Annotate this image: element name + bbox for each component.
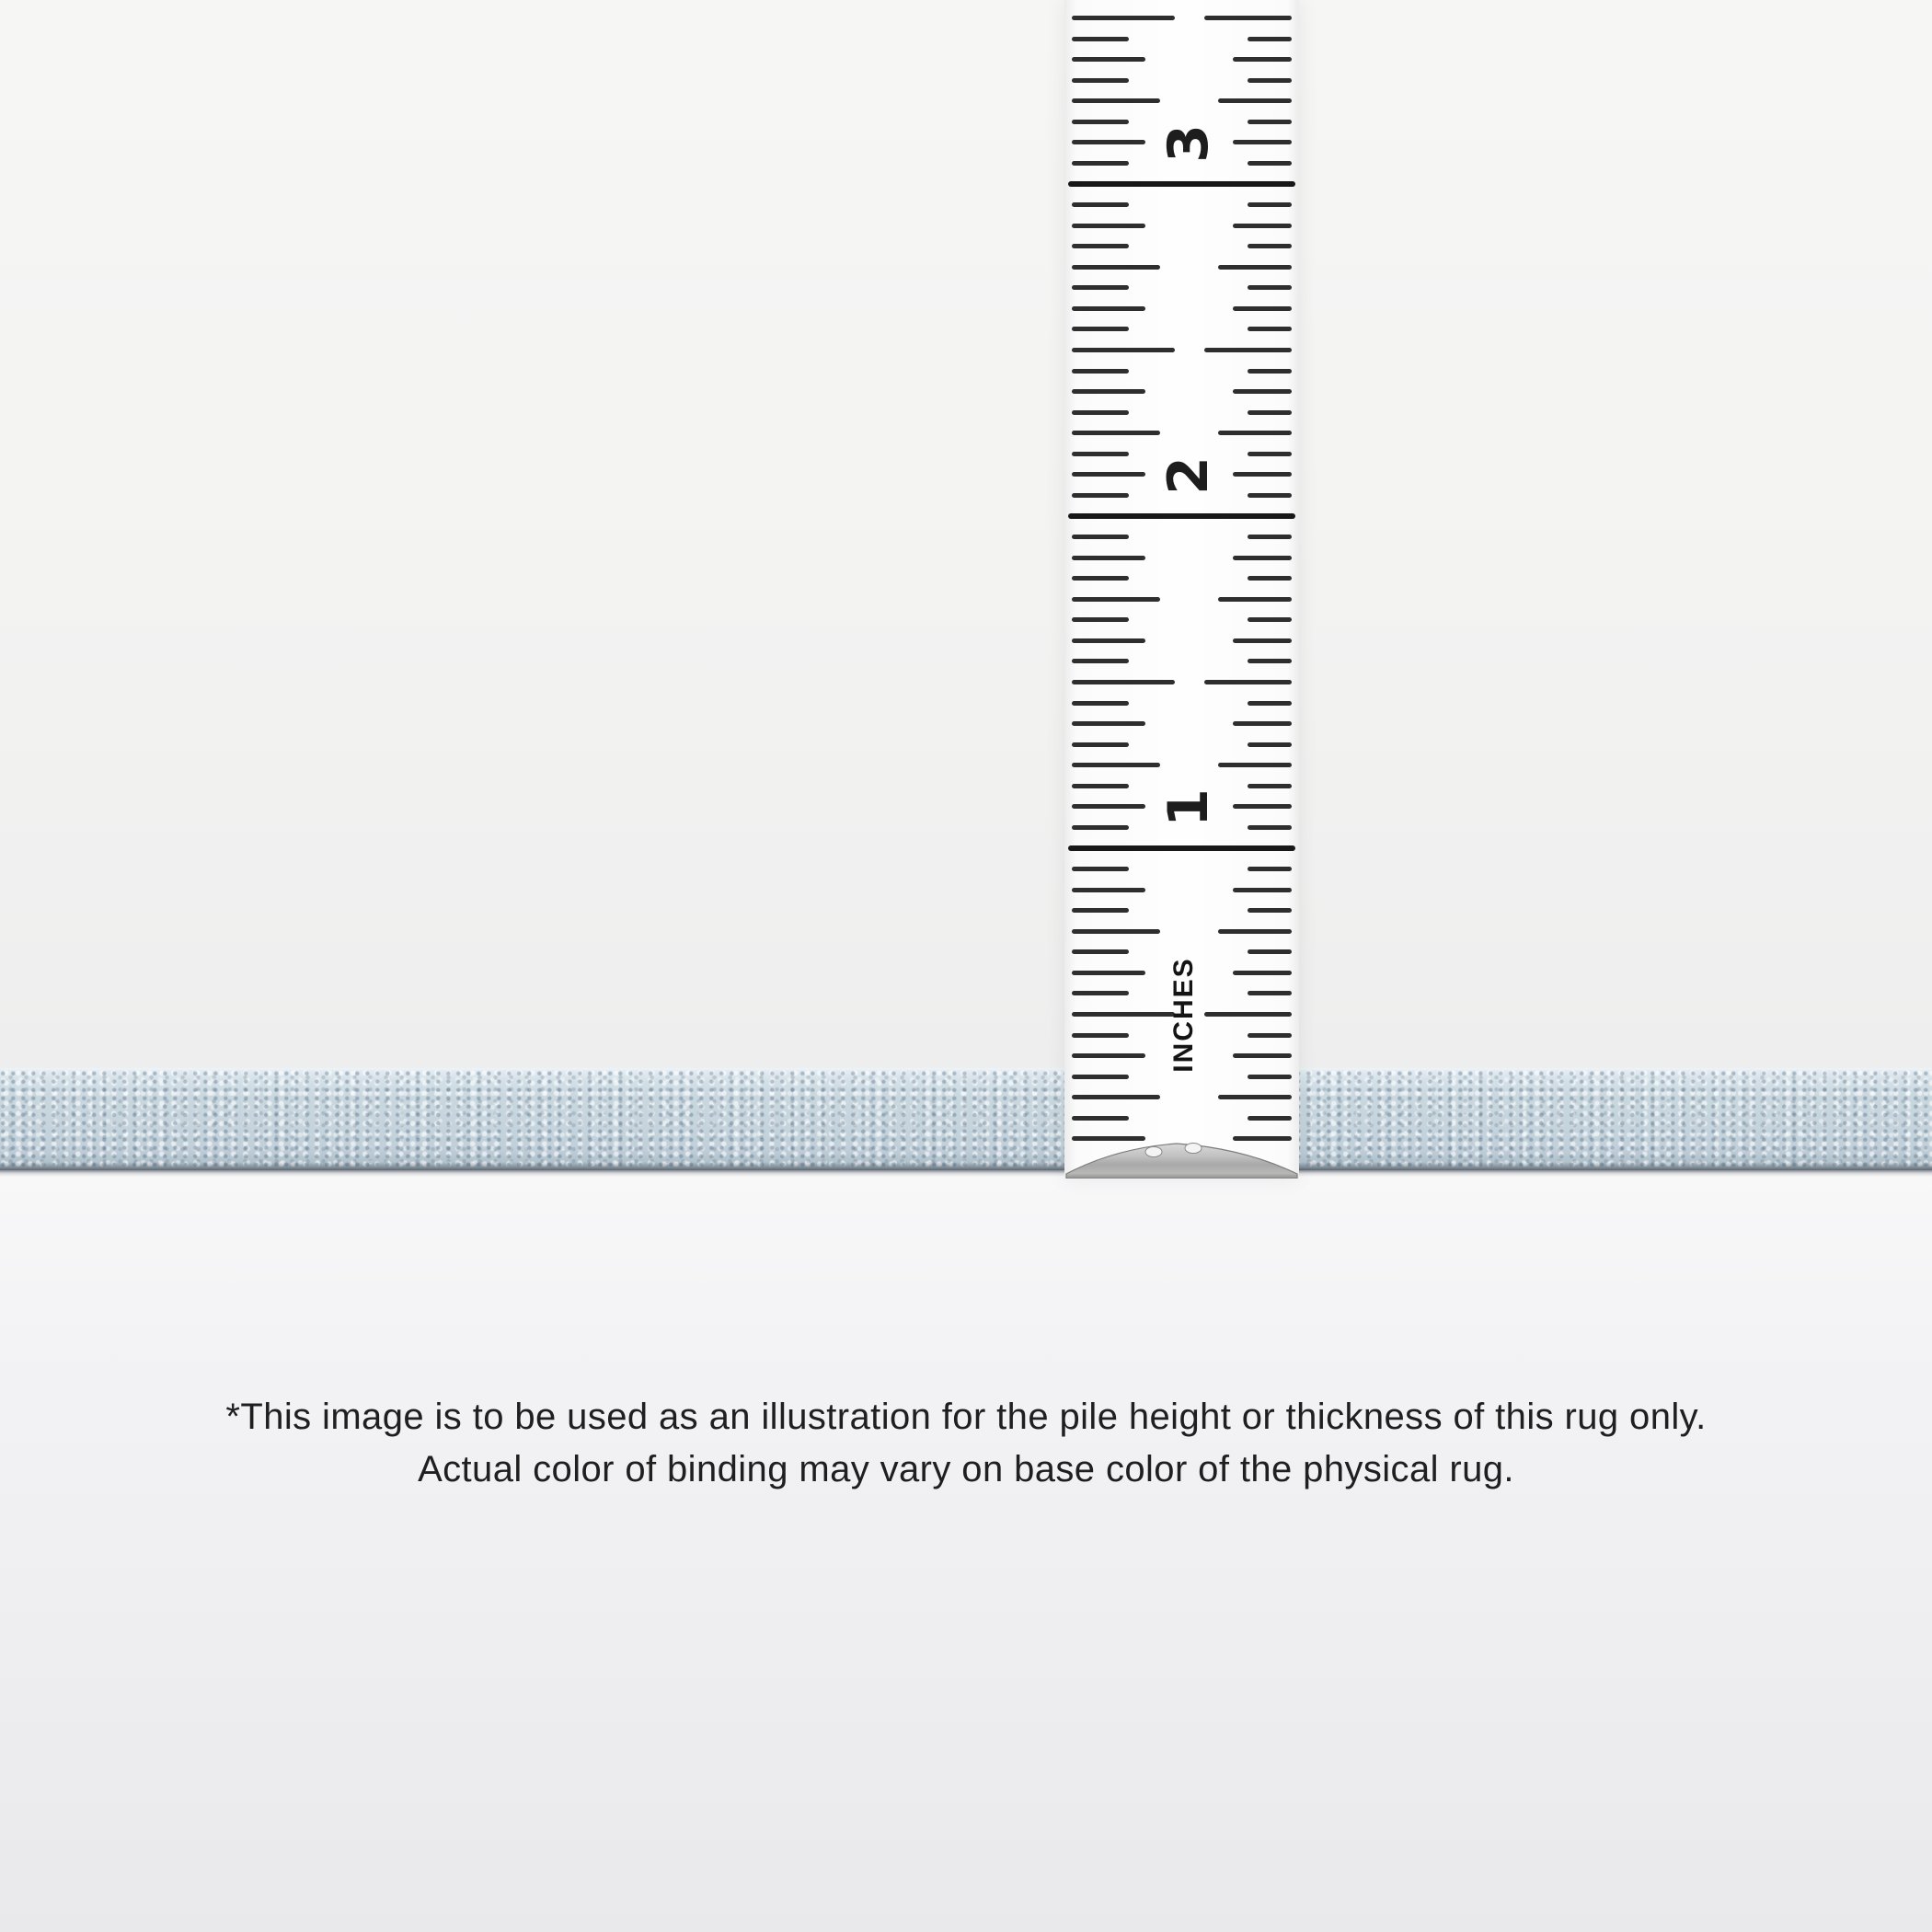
right-tick-sixteenth — [1248, 202, 1292, 207]
left-tick-quarter — [1072, 431, 1160, 435]
right-tick-half — [1204, 680, 1292, 684]
left-tick-sixteenth — [1072, 1075, 1129, 1079]
right-tick-eighth — [1233, 472, 1292, 477]
left-tick-sixteenth — [1072, 369, 1129, 374]
left-tick-eighth — [1072, 306, 1145, 311]
measuring-tape — [1064, 0, 1299, 1179]
left-tick-sixteenth — [1072, 617, 1129, 622]
right-tick-sixteenth — [1248, 78, 1292, 83]
left-tick-quarter — [1072, 265, 1160, 270]
inches-unit-label: INCHES — [1168, 957, 1199, 1073]
rivet-icon — [1145, 1147, 1162, 1157]
left-tick-eighth — [1072, 638, 1145, 643]
left-tick-sixteenth — [1072, 202, 1129, 207]
left-tick-sixteenth — [1072, 493, 1129, 498]
disclaimer-line-2: Actual color of binding may vary on base color of the physical rug. — [418, 1449, 1514, 1489]
inch-line — [1068, 845, 1295, 851]
right-tick-eighth — [1233, 888, 1292, 892]
rivet-icon — [1185, 1144, 1202, 1154]
right-tick-sixteenth — [1248, 659, 1292, 663]
right-tick-sixteenth — [1248, 825, 1292, 830]
right-tick-sixteenth — [1248, 1033, 1292, 1038]
right-tick-eighth — [1233, 389, 1292, 394]
right-tick-eighth — [1233, 306, 1292, 311]
right-tick-sixteenth — [1248, 493, 1292, 498]
left-tick-sixteenth — [1072, 120, 1129, 124]
left-tick-sixteenth — [1072, 659, 1129, 663]
left-tick-sixteenth — [1072, 410, 1129, 415]
left-tick-sixteenth — [1072, 825, 1129, 830]
left-tick-sixteenth — [1072, 1116, 1129, 1121]
right-tick-quarter — [1218, 431, 1292, 435]
left-tick-sixteenth — [1072, 701, 1129, 706]
right-tick-sixteenth — [1248, 161, 1292, 166]
right-tick-sixteenth — [1248, 908, 1292, 913]
right-tick-sixteenth — [1248, 452, 1292, 456]
left-tick-eighth — [1072, 57, 1145, 62]
right-tick-sixteenth — [1248, 244, 1292, 248]
left-tick-sixteenth — [1072, 37, 1129, 41]
left-tick-eighth — [1072, 389, 1145, 394]
left-tick-sixteenth — [1072, 867, 1129, 871]
left-tick-half — [1072, 680, 1175, 684]
right-tick-eighth — [1233, 638, 1292, 643]
left-tick-half — [1072, 348, 1175, 352]
right-tick-quarter — [1218, 98, 1292, 103]
left-tick-quarter — [1072, 929, 1160, 934]
right-tick-sixteenth — [1248, 1075, 1292, 1079]
rug-floor-shadow — [0, 1162, 1932, 1177]
right-tick-sixteenth — [1248, 369, 1292, 374]
right-tick-quarter — [1218, 265, 1292, 270]
right-tick-sixteenth — [1248, 327, 1292, 331]
left-tick-quarter — [1072, 1095, 1160, 1099]
left-tick-sixteenth — [1072, 991, 1129, 995]
left-tick-sixteenth — [1072, 949, 1129, 954]
inch-line — [1068, 513, 1295, 519]
right-tick-sixteenth — [1248, 867, 1292, 871]
left-tick-sixteenth — [1072, 784, 1129, 788]
left-tick-sixteenth — [1072, 452, 1129, 456]
left-tick-sixteenth — [1072, 161, 1129, 166]
inch-number-3: 3 — [1156, 124, 1221, 163]
metal-tip-dome — [1066, 1144, 1297, 1179]
left-tick-eighth — [1072, 888, 1145, 892]
right-tick-eighth — [1233, 804, 1292, 809]
left-tick-eighth — [1072, 721, 1145, 726]
left-tick-sixteenth — [1072, 742, 1129, 747]
left-tick-eighth — [1072, 140, 1145, 144]
right-tick-sixteenth — [1248, 617, 1292, 622]
disclaimer-text — [0, 1391, 1932, 1496]
floor-surface — [0, 1170, 1932, 1932]
left-tick-sixteenth — [1072, 285, 1129, 290]
right-tick-sixteenth — [1248, 701, 1292, 706]
left-tick-sixteenth — [1072, 78, 1129, 83]
right-tick-quarter — [1218, 597, 1292, 602]
right-tick-sixteenth — [1248, 742, 1292, 747]
right-tick-sixteenth — [1248, 285, 1292, 290]
right-tick-sixteenth — [1248, 1116, 1292, 1121]
left-tick-sixteenth — [1072, 908, 1129, 913]
left-tick-sixteenth — [1072, 576, 1129, 581]
right-tick-half — [1204, 16, 1292, 20]
left-tick-sixteenth — [1072, 1033, 1129, 1038]
right-tick-sixteenth — [1248, 991, 1292, 995]
right-tick-sixteenth — [1248, 37, 1292, 41]
inch-line — [1068, 181, 1295, 187]
left-tick-sixteenth — [1072, 244, 1129, 248]
right-tick-sixteenth — [1248, 535, 1292, 539]
right-tick-sixteenth — [1248, 949, 1292, 954]
metal-end-tip-icon — [1064, 1136, 1299, 1179]
right-tick-eighth — [1233, 224, 1292, 228]
right-tick-quarter — [1218, 763, 1292, 767]
left-tick-sixteenth — [1072, 535, 1129, 539]
left-tick-eighth — [1072, 472, 1145, 477]
right-tick-quarter — [1218, 1095, 1292, 1099]
rug-cross-section — [0, 1070, 1932, 1170]
right-tick-eighth — [1233, 57, 1292, 62]
right-tick-sixteenth — [1248, 576, 1292, 581]
left-tick-eighth — [1072, 556, 1145, 560]
right-tick-eighth — [1233, 140, 1292, 144]
right-tick-sixteenth — [1248, 120, 1292, 124]
left-tick-eighth — [1072, 224, 1145, 228]
disclaimer-line-1: *This image is to be used as an illustration for the pile height or thickness of this rug only. — [225, 1397, 1707, 1437]
left-tick-quarter — [1072, 98, 1160, 103]
right-tick-eighth — [1233, 556, 1292, 560]
left-tick-sixteenth — [1072, 327, 1129, 331]
right-tick-half — [1204, 348, 1292, 352]
right-tick-sixteenth — [1248, 784, 1292, 788]
right-tick-sixteenth — [1248, 410, 1292, 415]
inch-number-1: 1 — [1156, 788, 1221, 827]
left-tick-quarter — [1072, 763, 1160, 767]
right-tick-quarter — [1218, 929, 1292, 934]
right-tick-eighth — [1233, 721, 1292, 726]
left-tick-half — [1072, 16, 1175, 20]
inch-number-2: 2 — [1156, 456, 1221, 495]
left-tick-quarter — [1072, 597, 1160, 602]
left-tick-eighth — [1072, 804, 1145, 809]
